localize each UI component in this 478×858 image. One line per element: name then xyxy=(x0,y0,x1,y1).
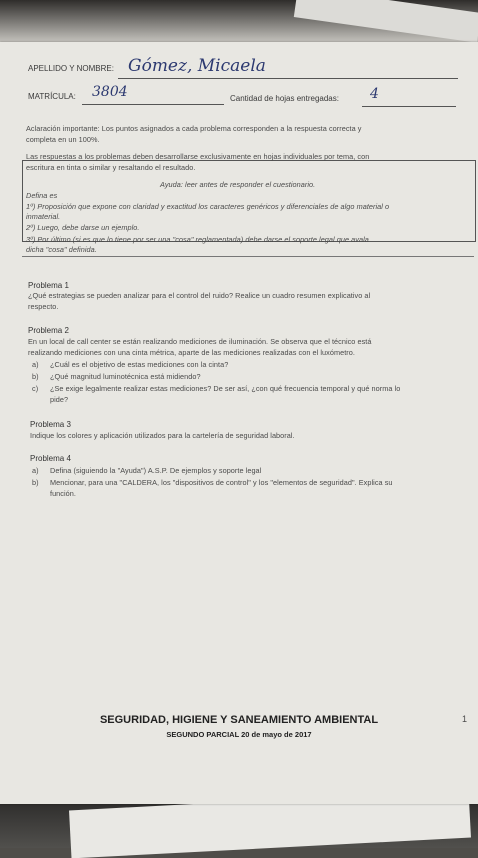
page-mark: 1 xyxy=(462,714,468,724)
problem-2a-letter: a) xyxy=(32,360,39,369)
problem-3-title: Problema 3 xyxy=(30,420,71,429)
name-value: Gómez, Micaela xyxy=(128,56,266,76)
problem-2c-line-1: ¿Se exige legalmente realizar estas mediciones? De ser así, ¿con qué frecuencia temporal y qué norma lo xyxy=(50,384,401,393)
name-underline xyxy=(118,78,458,79)
problem-4a-text: Defina (siguiendo la "Ayuda") A.S.P. De ejemplos y soporte legal xyxy=(50,466,262,475)
problem-4b-line-1: Mencionar, para una "CALDERA, los "dispositivos de control" y los "elementos de seguridad". Explica su xyxy=(50,478,393,487)
exam-sheet xyxy=(0,42,478,804)
problem-1-line-2: respecto. xyxy=(28,302,59,311)
problem-4-title: Problema 4 xyxy=(30,454,71,463)
sheets-value: 4 xyxy=(370,86,379,102)
help-line-5: dicha "cosa" definida. xyxy=(26,245,97,254)
sheets-label: Cantidad de hojas entregadas: xyxy=(230,94,339,103)
problem-3-line-1: Indique los colores y aplicación utilizados para la cartelería de seguridad laboral. xyxy=(30,431,295,440)
help-divider xyxy=(22,256,474,257)
problem-2c-line-2: pide? xyxy=(50,395,69,404)
help-line-1: 1º) Proposición que expone con claridad y exactitud los caracteres genéricos y diferenciales de algo material o xyxy=(26,202,390,211)
name-label: APELLIDO Y NOMBRE: xyxy=(28,64,114,73)
id-underline xyxy=(82,104,224,105)
help-line-3: 2º) Luego, debe darse un ejemplo. xyxy=(26,223,140,232)
course-title: SEGURIDAD, HIGIENE Y SANEAMIENTO AMBIENTAL xyxy=(99,714,379,726)
problem-2-title: Problema 2 xyxy=(28,326,69,335)
help-define: Defina es xyxy=(26,191,58,200)
problem-2-line-2: realizando mediciones con una cinta métrica, aparte de las mediciones realizadas con el luxómetro. xyxy=(28,348,355,357)
help-line-2: inmaterial. xyxy=(26,212,61,221)
notice-line-1: Aclaración importante: Los puntos asignados a cada problema corresponden a la respuesta correcta y xyxy=(26,124,362,133)
problem-2b-letter: b) xyxy=(32,372,39,381)
problem-2a-text: ¿Cuál es el objetivo de estas mediciones con la cinta? xyxy=(50,360,229,369)
notice-line-2: completa en un 100%. xyxy=(26,135,100,144)
help-heading: Ayuda: leer antes de responder el cuestionario. xyxy=(160,180,316,189)
problem-2b-text: ¿Qué magnitud luminotécnica está midiendo? xyxy=(50,372,201,381)
problem-2-line-1: En un local de call center se están realizando mediciones de iluminación. Se observa que el técnico está xyxy=(28,337,372,346)
sheets-underline xyxy=(362,106,456,107)
notice-line-3: Las respuestas a los problemas deben desarrollarse exclusivamente en hojas individuales por tema, con xyxy=(26,152,370,161)
notice-line-4: escritura en tinta o similar y resaltando el resultado. xyxy=(26,163,196,172)
problem-4a-letter: a) xyxy=(32,466,39,475)
problem-1-line-1: ¿Qué estrategias se pueden analizar para el control del ruido? Realice un cuadro resumen explicativo al xyxy=(28,291,371,300)
problem-4b-line-2: función. xyxy=(50,489,76,498)
exam-subtitle: SEGUNDO PARCIAL 20 de mayo de 2017 xyxy=(166,730,312,739)
id-value: 3804 xyxy=(92,84,128,100)
problem-4b-letter: b) xyxy=(32,478,39,487)
problem-1-title: Problema 1 xyxy=(28,281,69,290)
help-line-4: 3º) Por último (si es que lo tiene por ser una "cosa" reglamentada) debe darse el soporte legal que avala xyxy=(26,235,369,244)
problem-2c-letter: c) xyxy=(32,384,39,393)
id-label: MATRÍCULA: xyxy=(28,92,76,101)
